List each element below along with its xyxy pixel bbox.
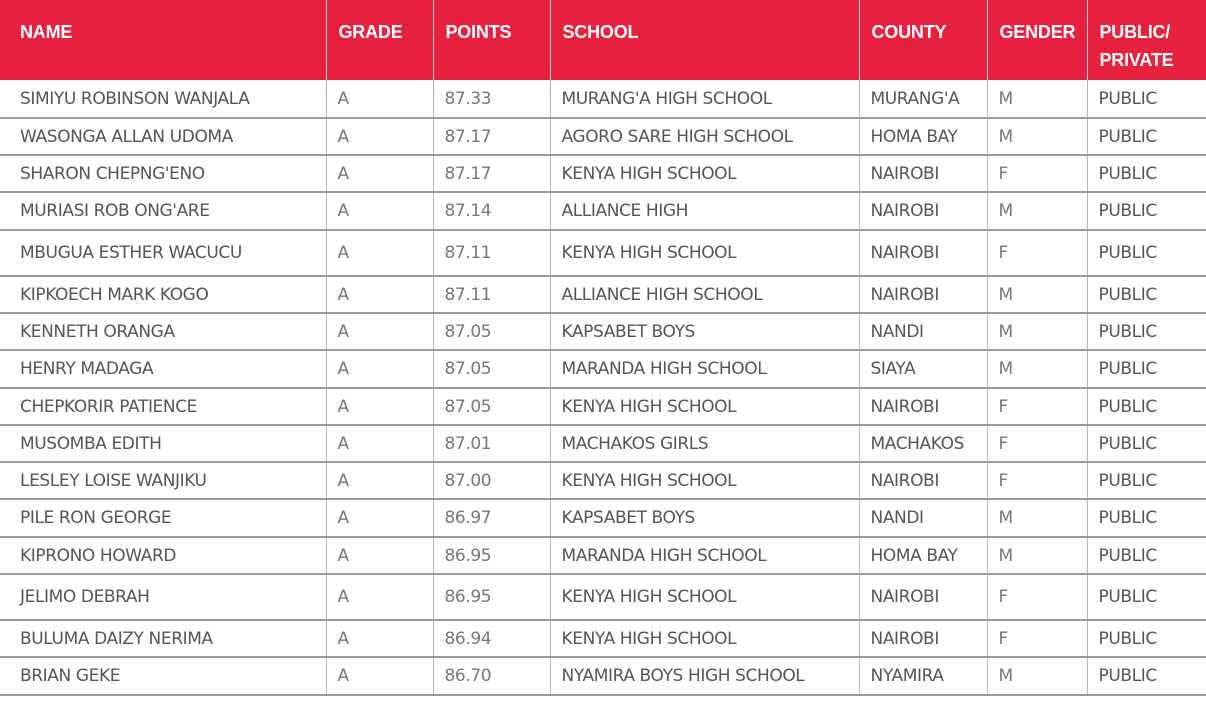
cell-school: KENYA HIGH SCHOOL — [550, 388, 859, 425]
cell-grade: A — [326, 80, 433, 118]
cell-grade: A — [326, 350, 433, 388]
cell-public-private: PUBLIC — [1087, 574, 1206, 620]
cell-points: 86.70 — [433, 657, 550, 695]
cell-name: MBUGUA ESTHER WACUCU — [0, 230, 326, 276]
cell-grade: A — [326, 388, 433, 425]
cell-county: MACHAKOS — [859, 425, 987, 462]
cell-grade: A — [326, 155, 433, 192]
cell-school: KENYA HIGH SCHOOL — [550, 462, 859, 499]
table-row — [0, 574, 1206, 620]
cell-public-private: PUBLIC — [1087, 230, 1206, 276]
cell-county: NAIROBI — [859, 620, 987, 657]
cell-county: NAIROBI — [859, 192, 987, 230]
cell-name: BRIAN GEKE — [0, 657, 326, 695]
cell-gender: M — [987, 350, 1087, 388]
cell-public-private: PUBLIC — [1087, 657, 1206, 695]
cell-points: 86.95 — [433, 537, 550, 574]
cell-name: BULUMA DAIZY NERIMA — [0, 620, 326, 657]
cell-public-private: PUBLIC — [1087, 192, 1206, 230]
cell-name: MUSOMBA EDITH — [0, 425, 326, 462]
cell-grade: A — [326, 620, 433, 657]
cell-gender: F — [987, 425, 1087, 462]
cell-county: NANDI — [859, 313, 987, 350]
table-row — [0, 276, 1206, 313]
cell-school: KENYA HIGH SCHOOL — [550, 574, 859, 620]
cell-county: NAIROBI — [859, 462, 987, 499]
table-row — [0, 499, 1206, 537]
cell-public-private: PUBLIC — [1087, 155, 1206, 192]
cell-school: MARANDA HIGH SCHOOL — [550, 350, 859, 388]
header-grade: GRADE — [326, 0, 433, 80]
header-points: POINTS — [433, 0, 550, 80]
cell-points: 87.01 — [433, 425, 550, 462]
table-row — [0, 425, 1206, 462]
cell-public-private: PUBLIC — [1087, 276, 1206, 313]
cell-gender: M — [987, 192, 1087, 230]
table-row — [0, 313, 1206, 350]
cell-school: KENYA HIGH SCHOOL — [550, 230, 859, 276]
cell-points: 87.11 — [433, 276, 550, 313]
cell-public-private: PUBLIC — [1087, 80, 1206, 118]
cell-name: LESLEY LOISE WANJIKU — [0, 462, 326, 499]
cell-grade: A — [326, 462, 433, 499]
cell-public-private: PUBLIC — [1087, 499, 1206, 537]
table-row — [0, 80, 1206, 118]
cell-county: NYAMIRA — [859, 657, 987, 695]
table-row — [0, 192, 1206, 230]
cell-points: 87.33 — [433, 80, 550, 118]
table-row — [0, 620, 1206, 657]
cell-name: KIPKOECH MARK KOGO — [0, 276, 326, 313]
cell-name: SIMIYU ROBINSON WANJALA — [0, 80, 326, 118]
cell-school: KAPSABET BOYS — [550, 499, 859, 537]
cell-grade: A — [326, 118, 433, 155]
cell-grade: A — [326, 230, 433, 276]
table-row — [0, 118, 1206, 155]
cell-points: 87.00 — [433, 462, 550, 499]
cell-county: NAIROBI — [859, 388, 987, 425]
cell-gender: M — [987, 80, 1087, 118]
cell-county: NAIROBI — [859, 276, 987, 313]
cell-grade: A — [326, 425, 433, 462]
cell-school: ALLIANCE HIGH SCHOOL — [550, 276, 859, 313]
cell-points: 87.05 — [433, 350, 550, 388]
cell-gender: M — [987, 313, 1087, 350]
cell-gender: M — [987, 276, 1087, 313]
cell-grade: A — [326, 313, 433, 350]
header-public-private: PUBLIC/ PRIVATE — [1087, 0, 1206, 80]
cell-school: MARANDA HIGH SCHOOL — [550, 537, 859, 574]
table-body — [0, 80, 1206, 695]
cell-grade: A — [326, 657, 433, 695]
cell-name: KIPRONO HOWARD — [0, 537, 326, 574]
cell-gender: F — [987, 230, 1087, 276]
table-row — [0, 462, 1206, 499]
header-school: SCHOOL — [550, 0, 859, 80]
cell-name: WASONGA ALLAN UDOMA — [0, 118, 326, 155]
cell-gender: F — [987, 574, 1087, 620]
cell-gender: M — [987, 657, 1087, 695]
cell-public-private: PUBLIC — [1087, 425, 1206, 462]
cell-name: PILE RON GEORGE — [0, 499, 326, 537]
cell-county: HOMA BAY — [859, 118, 987, 155]
table-row — [0, 350, 1206, 388]
table-row — [0, 230, 1206, 276]
cell-county: HOMA BAY — [859, 537, 987, 574]
cell-grade: A — [326, 276, 433, 313]
cell-grade: A — [326, 537, 433, 574]
cell-county: NAIROBI — [859, 155, 987, 192]
cell-county: SIAYA — [859, 350, 987, 388]
cell-school: KENYA HIGH SCHOOL — [550, 620, 859, 657]
cell-school: AGORO SARE HIGH SCHOOL — [550, 118, 859, 155]
cell-gender: F — [987, 620, 1087, 657]
cell-points: 87.05 — [433, 388, 550, 425]
cell-public-private: PUBLIC — [1087, 620, 1206, 657]
cell-gender: F — [987, 462, 1087, 499]
table-row — [0, 155, 1206, 192]
cell-points: 87.11 — [433, 230, 550, 276]
cell-name: MURIASI ROB ONG'ARE — [0, 192, 326, 230]
cell-gender: M — [987, 537, 1087, 574]
cell-points: 87.05 — [433, 313, 550, 350]
cell-school: NYAMIRA BOYS HIGH SCHOOL — [550, 657, 859, 695]
cell-points: 87.14 — [433, 192, 550, 230]
header-name: NAME — [0, 0, 326, 80]
cell-public-private: PUBLIC — [1087, 537, 1206, 574]
cell-school: KAPSABET BOYS — [550, 313, 859, 350]
table-header — [0, 0, 1206, 80]
cell-school: ALLIANCE HIGH — [550, 192, 859, 230]
cell-gender: F — [987, 388, 1087, 425]
cell-public-private: PUBLIC — [1087, 462, 1206, 499]
cell-gender: F — [987, 155, 1087, 192]
cell-points: 87.17 — [433, 118, 550, 155]
header-gender: GENDER — [987, 0, 1087, 80]
cell-public-private: PUBLIC — [1087, 118, 1206, 155]
cell-county: NAIROBI — [859, 230, 987, 276]
cell-grade: A — [326, 499, 433, 537]
cell-county: MURANG'A — [859, 80, 987, 118]
table-row — [0, 657, 1206, 695]
cell-points: 87.17 — [433, 155, 550, 192]
cell-points: 86.94 — [433, 620, 550, 657]
cell-points: 86.95 — [433, 574, 550, 620]
cell-public-private: PUBLIC — [1087, 350, 1206, 388]
cell-school: MACHAKOS GIRLS — [550, 425, 859, 462]
header-row — [0, 0, 1206, 80]
header-county: COUNTY — [859, 0, 987, 80]
cell-county: NANDI — [859, 499, 987, 537]
cell-name: JELIMO DEBRAH — [0, 574, 326, 620]
cell-gender: M — [987, 499, 1087, 537]
cell-name: HENRY MADAGA — [0, 350, 326, 388]
cell-name: CHEPKORIR PATIENCE — [0, 388, 326, 425]
cell-public-private: PUBLIC — [1087, 388, 1206, 425]
cell-gender: M — [987, 118, 1087, 155]
cell-county: NAIROBI — [859, 574, 987, 620]
table-row — [0, 388, 1206, 425]
cell-school: MURANG'A HIGH SCHOOL — [550, 80, 859, 118]
cell-name: KENNETH ORANGA — [0, 313, 326, 350]
cell-points: 86.97 — [433, 499, 550, 537]
table-row — [0, 537, 1206, 574]
cell-grade: A — [326, 574, 433, 620]
cell-public-private: PUBLIC — [1087, 313, 1206, 350]
cell-grade: A — [326, 192, 433, 230]
cell-name: SHARON CHEPNG'ENO — [0, 155, 326, 192]
cell-school: KENYA HIGH SCHOOL — [550, 155, 859, 192]
